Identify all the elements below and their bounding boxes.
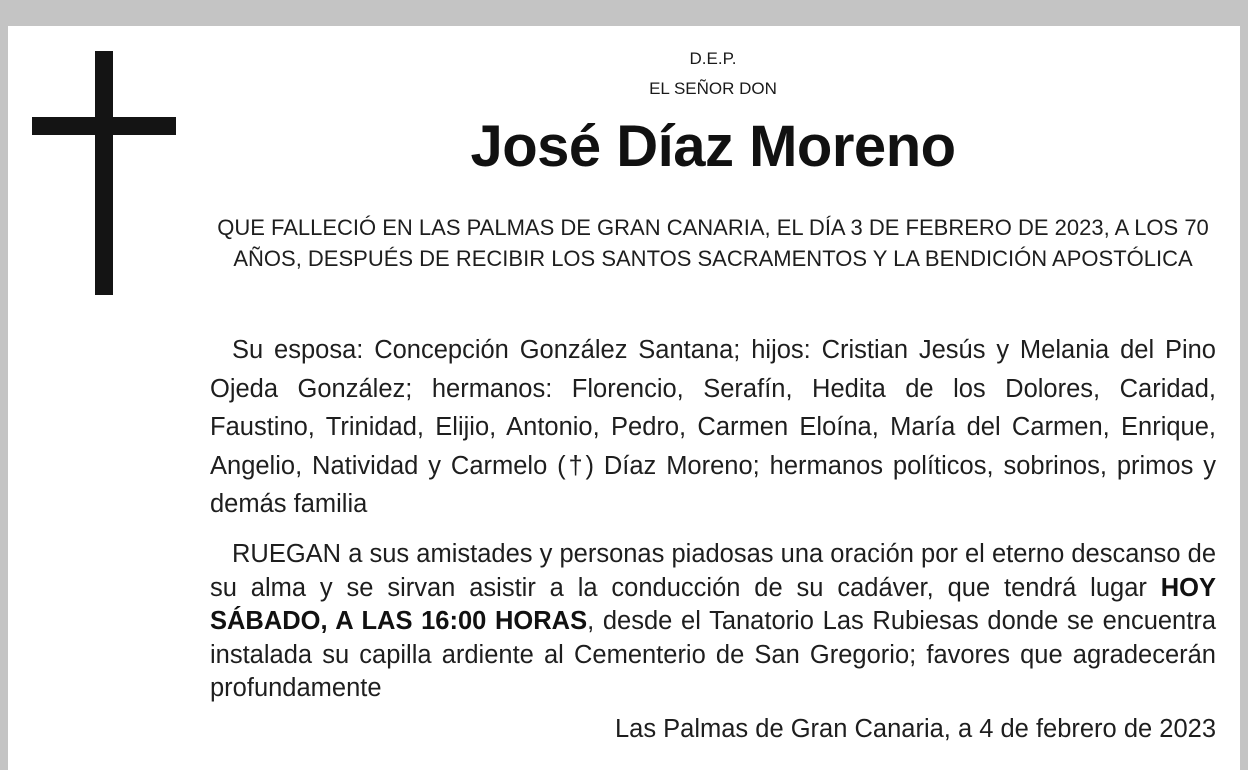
deceased-name: José Díaz Moreno xyxy=(470,114,956,179)
family-paragraph: Su esposa: Concepción González Santana; hijos: Cristian Jesús y Melania del Pino Ojeda González; hermanos: Florencio, Serafín, Hedita de los Dolores, Caridad, Faustino, Trinidad, Elijio, Antonio, Pedro, Carmen Eloína, María del Carmen, Enrique, Angelio, Natividad y Carmelo (†) Díaz Moreno; hermanos políticos, sobrinos, primos y demás familia xyxy=(210,336,1216,518)
honorific-heading: EL SEÑOR DON xyxy=(649,79,777,98)
cross-vertical-bar xyxy=(95,51,113,295)
place-and-date: Las Palmas de Gran Canaria, a 4 de febrero de 2023 xyxy=(614,715,1216,743)
funeral-time: HOY SÁBADO, A LAS 16:00 HORAS xyxy=(210,573,1216,635)
death-announcement: QUE FALLECIÓ EN LAS PALMAS DE GRAN CANARIA, EL DÍA 3 DE FEBRERO DE 2023, A LOS 70 AÑOS, DESPUÉS DE RECIBIR LOS SANTOS SACRAMENTOS Y LA BENDICIÓN APOSTÓLICA xyxy=(217,215,1209,271)
dep-heading: D.E.P. xyxy=(689,49,737,68)
request-paragraph xyxy=(210,538,1216,706)
cross-horizontal-bar xyxy=(32,117,176,135)
request-text-end: , desde el Tanatorio Las Rubiesas donde se encuentra instalada su capilla ardiente al Cementerio de San Gregorio; favores que agradecerán profundamente xyxy=(210,607,1216,702)
request-text-start: RUEGAN a sus amistades y personas piadosas una oración por el eterno descanso de su alma y se sirvan asistir a la conducción de su cadáver, que tendrá lugar xyxy=(210,540,1216,602)
obituary-notice xyxy=(8,26,1240,770)
